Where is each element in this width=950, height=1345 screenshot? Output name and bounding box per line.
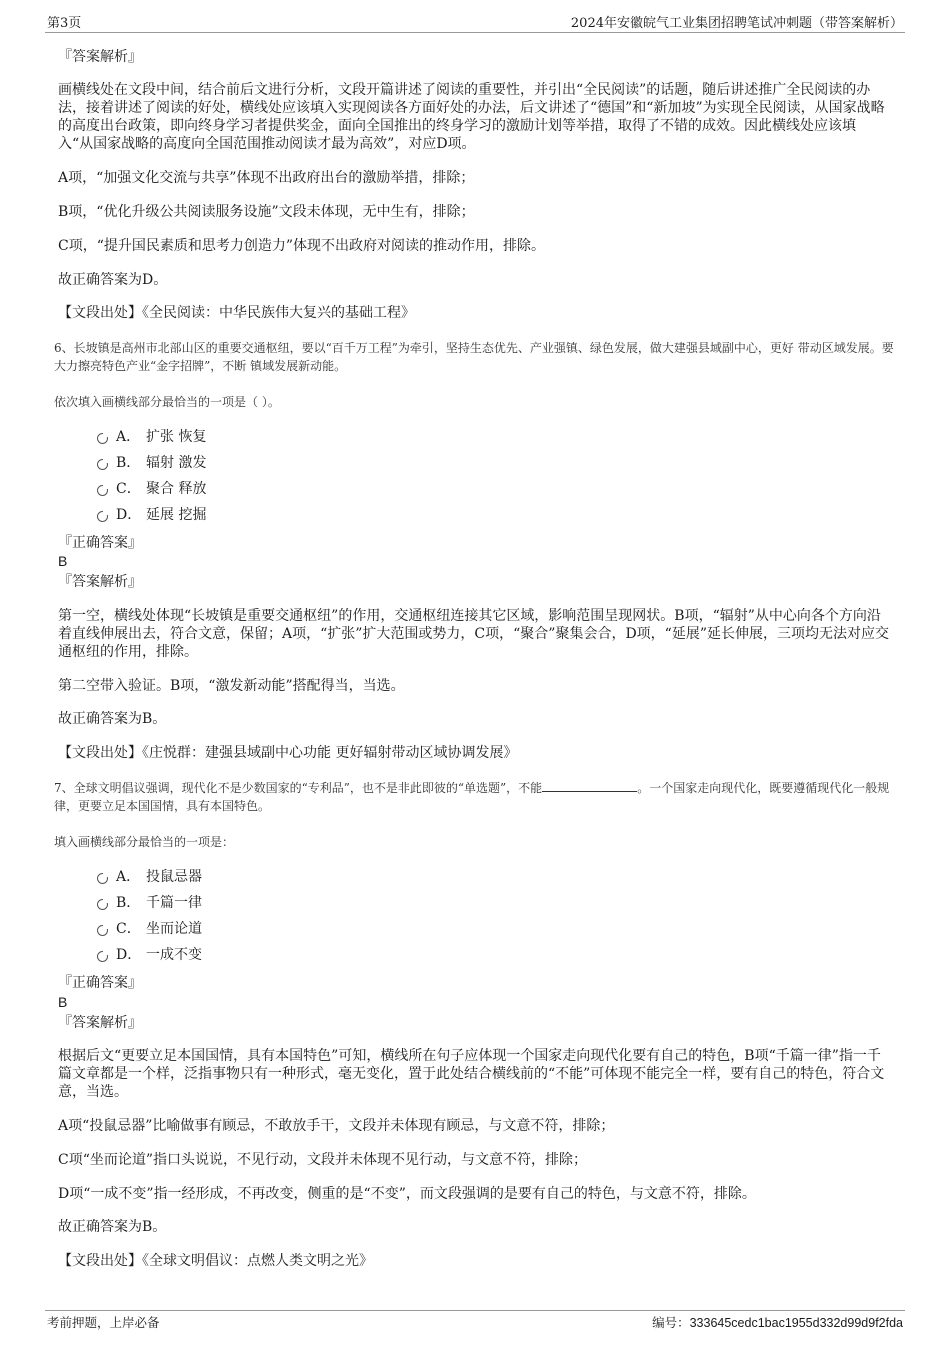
q5-source: 【文段出处】《全民阅读：中华民族伟大复兴的基础工程》 [58,305,415,321]
q6-hint: 依次填入画横线部分最恰当的一项是（ ）。 [54,395,280,409]
q7-option-c-text: 坐而论道 [146,921,202,937]
document-id [652,1313,903,1331]
radio-icon[interactable] [97,925,108,936]
q7-option-a-letter: A． [116,869,141,885]
q6-second-blank: 第二空带入验证。B项，“激发新动能”搭配得当，当选。 [58,678,405,694]
q7-option-c-note: C项“坐而论道”指口头说说，不见行动，文段并未体现不见行动，与文意不符，排除； [58,1152,588,1168]
q7-option-b-text: 千篇一律 [146,895,202,911]
q6-option-c-text: 聚合 释放 [146,481,207,497]
radio-icon[interactable] [97,873,108,884]
q7-correct-label: 『正确答案』 [58,975,142,991]
q7-option-b-letter: B． [116,895,141,911]
q6-option-d[interactable] [97,506,206,524]
q5-analysis-text: 画横线处在文段中间，结合前后文进行分析，文段开篇讲述了阅读的重要性，并引出“全民阅读”的话题，随后讲述推广全民阅读的办法，接着讲述了阅读的好处，横线处应该填入实现阅读各方面好处的办法，后文讲述了“德国”和“新加坡”为实现全民阅读，从国家战略的高度出台政策，即向终身学习者提供奖金，面向全国推出的终身学习的激励计划等举措，取得了不错的成效。因此横线处应该填入“从国家战略的高度向全国范围推动阅读才最为高效”，对应D项。 [58,82,885,152]
q7-option-c[interactable] [97,920,202,938]
document-id-code: 333645cedc1bac1955d332d99d9f2fda [689,1316,903,1330]
q5-option-b-note: B项，“优化升级公共阅读服务设施”文段未体现，无中生有，排除； [58,204,475,220]
document-title: 2024年安徽皖气工业集团招聘笔试冲刺题（带答案解析） [570,16,903,31]
q6-option-c-letter: C． [116,481,141,497]
q7-option-a-note: A项“投鼠忌器”比喻做事有顾忌，不敢放手干，文段并未体现有顾忌，与文意不符，排除； [58,1118,615,1134]
q6-correct-label: 『正确答案』 [58,535,142,551]
radio-icon[interactable] [97,485,108,496]
q6-option-b-letter: B． [116,455,141,471]
q7-option-b[interactable] [97,894,202,912]
q6-option-d-letter: D． [116,507,142,523]
q6-option-a-letter: A． [116,429,141,445]
q6-option-a[interactable] [97,428,206,446]
q6-conclusion: 故正确答案为B。 [58,711,167,727]
q7-question-part1: 7、全球文明倡议强调，现代化不是少数国家的“专利品”，也不是非此即彼的“单选题”，不能 [54,781,543,795]
q7-source: 【文段出处】《全球文明倡议：点燃人类文明之光》 [58,1253,373,1269]
q6-option-b-text: 辐射 激发 [146,455,207,471]
q7-hint: 填入画横线部分最恰当的一项是： [54,835,235,849]
q7-conclusion: 故正确答案为B。 [58,1219,167,1235]
q5-conclusion: 故正确答案为D。 [58,272,168,288]
header-divider [45,32,905,33]
radio-icon[interactable] [97,951,108,962]
q6-option-c[interactable] [97,480,206,498]
q7-option-d-text: 一成不变 [146,947,202,963]
document-id-label: 编号： [652,1315,690,1330]
radio-icon[interactable] [97,511,108,522]
q6-option-a-text: 扩张 恢复 [146,429,207,445]
radio-icon[interactable] [97,433,108,444]
q5-option-a-note: A项，“加强文化交流与共享”体现不出政府出台的激励举措，排除； [58,170,475,186]
q6-analysis-label: 『答案解析』 [58,574,142,590]
q7-blank [542,779,637,792]
q7-analysis-text: 根据后文“更要立足本国国情，具有本国特色”可知，横线所在句子应体现一个国家走向现代化要有自己的特色，B项“千篇一律”指一千篇文章都是一个样，泛指事物只有一种形式，毫无变化，置于此处结合横线前的“不能”可体现不能完全一样，要有自己的特色，符合文意，当选。 [58,1048,885,1100]
footer-slogan: 考前押题，上岸必备 [47,1315,160,1330]
q7-analysis-label: 『答案解析』 [58,1015,142,1031]
q6-option-d-text: 延展 挖掘 [146,507,207,523]
page-number: 第3页 [47,16,82,31]
q7-option-a-text: 投鼠忌器 [146,869,202,885]
q7-question-part2: 。一个国家走向现代化，既要遵循现代化一般规律，更要立足本国国情，具有本国特色。 [54,781,890,813]
q7-question [54,779,896,815]
q7-correct-answer: B [58,994,68,1010]
q7-option-a[interactable] [97,868,202,886]
q6-source: 【文段出处】《庄悦群：建强县域副中心功能 更好辐射带动区域协调发展》 [58,745,518,761]
footer-divider [45,1310,905,1311]
radio-icon[interactable] [97,899,108,910]
q7-option-d[interactable] [97,946,202,964]
q6-correct-answer: B [58,553,68,569]
q7-option-d-note: D项“一成不变”指一经形成，不再改变，侧重的是“不变”，而文段强调的是要有自己的特色，与文意不符，排除。 [58,1186,756,1202]
q6-analysis-text: 第一空，横线处体现“长坡镇是重要交通枢纽”的作用，交通枢纽连接其它区域，影响范围呈现网状。B项，“辐射”从中心向各个方向沿着直线伸展出去，符合文意，保留；A项，“扩张”扩大范围或势力，C项，“聚合”聚集会合，D项，“延展”延长伸展，三项均无法对应交通枢纽的作用，排除。 [58,608,889,660]
q7-option-d-letter: D． [116,947,142,963]
radio-icon[interactable] [97,459,108,470]
q5-analysis-label: 『答案解析』 [58,49,142,65]
q6-option-b[interactable] [97,454,206,472]
q7-option-c-letter: C． [116,921,141,937]
q6-question: 6、长坡镇是高州市北部山区的重要交通枢纽，要以“百千万工程”为牵引，坚持生态优先、产业强镇、绿色发展，做大建强县域副中心，更好 带动区域发展。要大力擦亮特色产业“金字招牌”，不断 镇域发展新动能。 [54,341,894,373]
q5-option-c-note: C项，“提升国民素质和思考力创造力”体现不出政府对阅读的推动作用，排除。 [58,238,546,254]
